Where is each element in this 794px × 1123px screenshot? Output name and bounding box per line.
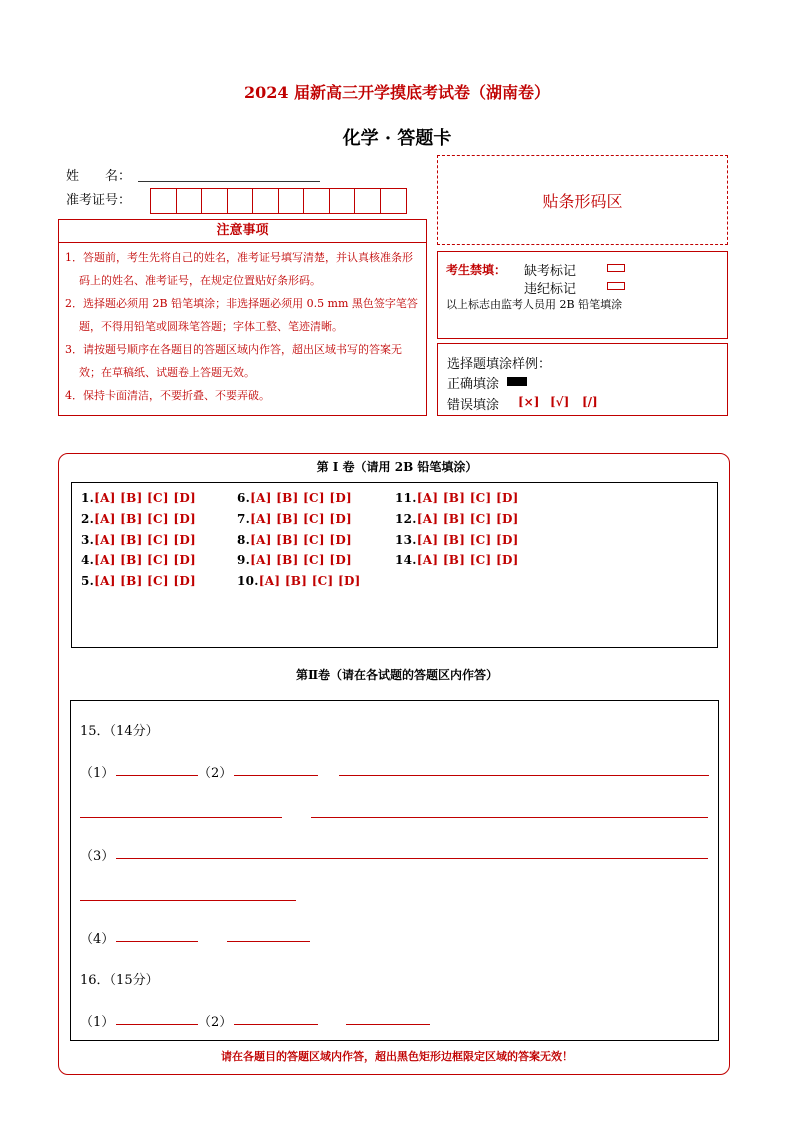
id-number-boxes[interactable] [150,188,407,214]
option-bubbles[interactable]: [A] [B] [C] [D] [416,553,519,567]
mcq-item-6[interactable] [237,491,352,505]
q16-answer-line[interactable] [346,1024,430,1025]
question-number: 14. [395,553,417,567]
option-bubbles[interactable]: [A] [B] [C] [D] [250,553,353,567]
notice-title: 注意事项 [58,219,427,243]
exam-ban-note: 以上标志由监考人员用 2B 铅笔填涂 [446,298,623,311]
mcq-item-9[interactable] [237,553,352,567]
absent-mark-label: 缺考标记 [524,264,577,279]
id-digit-box[interactable] [279,189,305,213]
question-number: 10. [237,574,259,588]
q15-answer-line[interactable] [339,775,709,776]
exam-title: 2024 届新高三开学摸底考试卷（湖南卷） [243,83,551,102]
question-number: 1. [81,491,95,505]
q15-part1-answer-line[interactable] [116,775,198,776]
q15-part2-label: （2） [198,766,233,781]
mcq-item-8[interactable] [237,533,352,547]
q15-part3-answer-line[interactable] [80,900,296,901]
option-bubbles[interactable]: [A] [B] [C] [D] [258,574,361,588]
card-subtitle: 化学 · 答题卡 [342,128,452,149]
notice-item: 4．保持卡面清洁，不要折叠、不要弄破。 [65,389,270,402]
barcode-label: 贴条形码区 [542,191,623,211]
q16-part2-answer-line[interactable] [234,1024,318,1025]
footer-warning: 请在各题目的答题区域内作答，超出黑色矩形边框限定区域的答案无效！ [221,1050,573,1063]
question-number: 5. [81,574,95,588]
wrong-fill-label: 错误填涂 [447,398,500,413]
id-digit-box[interactable] [151,189,177,213]
id-digit-box[interactable] [304,189,330,213]
exam-ban-title: 考生禁填： [446,263,507,277]
question-number: 4. [81,553,95,567]
option-bubbles[interactable]: [A] [B] [C] [D] [250,491,353,505]
q15-part1-label: （1） [80,766,115,781]
written-answer-box [70,700,719,1041]
id-digit-box[interactable] [381,189,407,213]
id-digit-box[interactable] [253,189,279,213]
option-bubbles[interactable]: [A] [B] [C] [D] [250,512,353,526]
mcq-item-14[interactable] [395,553,519,567]
correct-fill-label: 正确填涂 [447,377,500,392]
question-15-heading: 15．（14分） [80,724,159,739]
q15-answer-line[interactable] [311,817,708,818]
option-bubbles[interactable]: [A] [B] [C] [D] [250,533,353,547]
notice-item: 3．请按题号顺序在各题目的答题区域内作答，超出区域书写的答案无效；在草稿纸、试题卷上答题无效。 [65,343,402,379]
question-number: 7. [237,512,251,526]
section2-title: 第Ⅱ卷（请在各试题的答题区内作答） [295,668,499,682]
mcq-item-12[interactable] [395,512,519,526]
mcq-item-13[interactable] [395,533,519,547]
question-number: 9. [237,553,251,567]
section1-title: 第 I 卷（请用 2B 铅笔填涂） [316,460,478,474]
wrong-mark-slash: [/] [582,395,598,409]
id-digit-box[interactable] [330,189,356,213]
mcq-item-2[interactable] [81,512,196,526]
fill-sample-box [437,343,728,416]
id-digit-box[interactable] [177,189,203,213]
q15-part4-answer-line[interactable] [116,941,198,942]
id-digit-box[interactable] [202,189,228,213]
mcq-item-5[interactable] [81,574,196,588]
question-16-heading: 16．（15分） [80,973,159,988]
notice-item: 1．答题前，考生先将自己的姓名，准考证号填写清楚，并认真核准条形码上的姓名、准考证号，在规定位置贴好条形码。 [65,251,413,287]
option-bubbles[interactable]: [A] [B] [C] [D] [416,491,519,505]
absent-mark-box[interactable] [607,264,625,272]
mcq-item-4[interactable] [81,553,196,567]
mcq-item-10[interactable] [237,574,361,588]
wrong-mark-check: [√] [550,395,570,409]
mcq-item-3[interactable] [81,533,196,547]
q16-part2-label: （2） [198,1015,233,1030]
question-number: 6. [237,491,251,505]
question-number: 11. [395,491,417,505]
mcq-item-1[interactable] [81,491,196,505]
sample-title: 选择题填涂样例： [447,357,552,372]
question-number: 13. [395,533,417,547]
id-digit-box[interactable] [355,189,381,213]
question-number: 12. [395,512,417,526]
q16-part1-answer-line[interactable] [116,1024,198,1025]
option-bubbles[interactable]: [A] [B] [C] [D] [94,491,197,505]
question-number: 3. [81,533,95,547]
question-number: 2. [81,512,95,526]
filled-mark-sample [507,377,527,386]
notice-item: 2．选择题必须用 2B 铅笔填涂；非选择题必须用 0.5 mm 黑色签字笔答题，不得用铅笔或圆珠笔答题；字体工整、笔迹清晰。 [65,297,418,333]
option-bubbles[interactable]: [A] [B] [C] [D] [94,574,197,588]
id-digit-box[interactable] [228,189,254,213]
option-bubbles[interactable]: [A] [B] [C] [D] [94,512,197,526]
q15-part2-answer-line[interactable] [234,775,318,776]
name-field[interactable] [138,180,320,182]
q16-part1-label: （1） [80,1015,115,1030]
barcode-area [437,155,728,245]
option-bubbles[interactable]: [A] [B] [C] [D] [416,533,519,547]
mcq-item-7[interactable] [237,512,352,526]
exam-ban-box [437,251,728,339]
mcq-item-11[interactable] [395,491,519,505]
violation-mark-box[interactable] [607,282,625,290]
violation-mark-label: 违纪标记 [524,282,577,297]
wrong-mark-x: [×] [518,395,540,409]
option-bubbles[interactable]: [A] [B] [C] [D] [94,553,197,567]
q15-part4-label: （4） [80,932,115,947]
option-bubbles[interactable]: [A] [B] [C] [D] [416,512,519,526]
question-number: 8. [237,533,251,547]
notice-list [58,243,427,416]
name-label: 姓 名： [66,169,132,184]
q15-part4-answer-line[interactable] [227,941,310,942]
q15-part3-label: （3） [80,849,115,864]
option-bubbles[interactable]: [A] [B] [C] [D] [94,533,197,547]
q15-answer-line[interactable] [80,817,282,818]
id-label: 准考证号： [66,193,132,208]
q15-part3-answer-line[interactable] [116,858,708,859]
